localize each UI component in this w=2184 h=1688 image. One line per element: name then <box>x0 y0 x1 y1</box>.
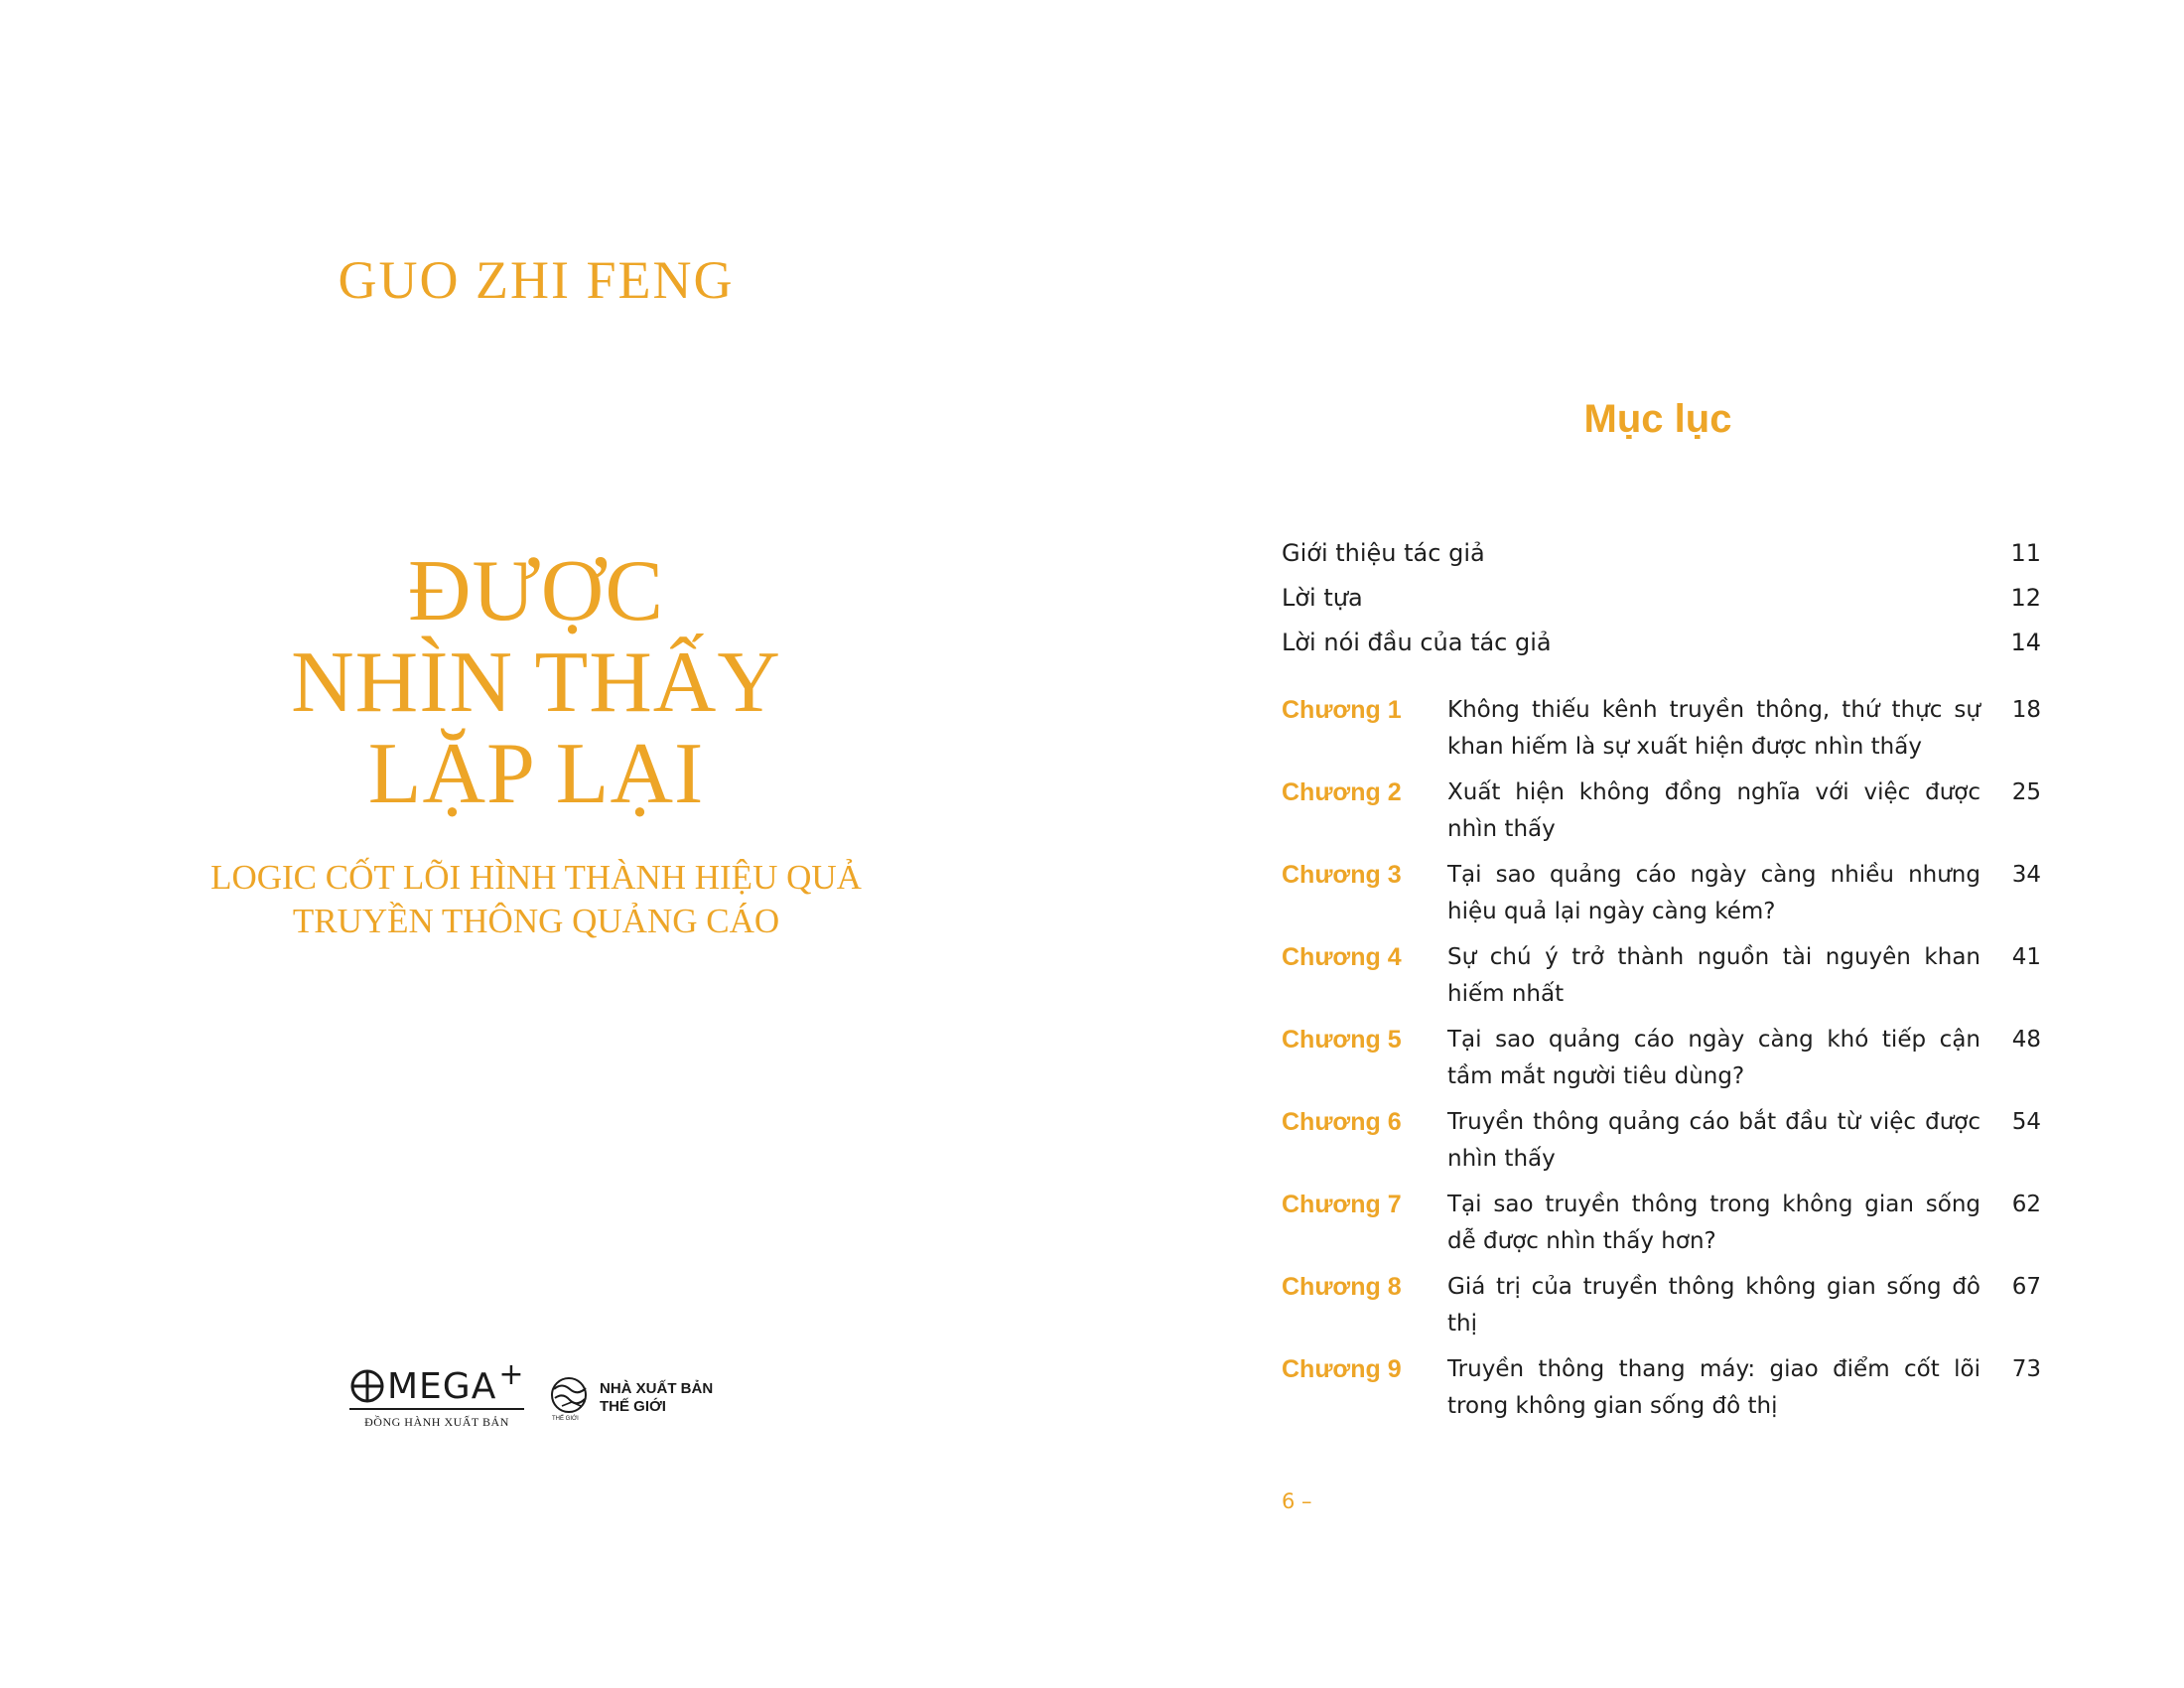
toc-chapter-page: 73 <box>2011 1356 2041 1382</box>
toc-heading: Mục lục <box>1583 397 1732 441</box>
omega-plus-logo <box>349 1356 528 1430</box>
omega-logo-tagline: ĐỒNG HÀNH XUẤT BẢN <box>364 1415 509 1429</box>
toc-chapter-title: Xuất hiện không đồng nghĩa với việc được nhìn thấy <box>1447 779 1980 842</box>
publisher-name-line: NHÀ XUẤT BẢN <box>600 1380 714 1397</box>
toc-chapter-item[interactable] <box>1282 857 2041 932</box>
publisher-logos <box>349 1356 727 1436</box>
toc-chapter-item[interactable] <box>1282 1269 2041 1344</box>
globe-book-icon <box>548 1376 594 1416</box>
omega-logo-text: MEGA <box>387 1365 497 1407</box>
toc-chapter-title: Tại sao quảng cáo ngày càng nhiều nhưng hiệu quả lại ngày càng kém? <box>1447 862 1980 924</box>
toc-chapter-page: 18 <box>2011 697 2041 723</box>
publisher-name <box>600 1380 713 1416</box>
book-title <box>149 543 923 822</box>
page-number: 6 – <box>1282 1489 1312 1513</box>
toc-chapter-label: Chương 6 <box>1282 1108 1402 1136</box>
toc-item-label: Lời nói đầu của tác giả <box>1282 629 1552 656</box>
toc-chapter-label: Chương 1 <box>1282 696 1402 724</box>
book-subtitle-line: LOGIC CỐT LÕI HÌNH THÀNH HIỆU QUẢ <box>210 858 862 897</box>
book-title-line: LẶP LẠI <box>367 726 705 822</box>
toc-chapter-page: 54 <box>2011 1109 2041 1135</box>
book-title-line: NHÌN THẤY <box>291 634 781 731</box>
omega-logo-plus: + <box>498 1356 525 1392</box>
toc-chapter-title: Truyền thông quảng cáo bắt đầu từ việc được nhìn thấy <box>1447 1109 1980 1172</box>
toc-chapter-label: Chương 5 <box>1282 1026 1402 1054</box>
toc-chapter-page: 62 <box>2011 1192 2041 1217</box>
toc-chapter-label: Chương 4 <box>1282 943 1402 971</box>
toc-front-item[interactable] <box>1282 627 2041 658</box>
toc-chapter-item[interactable] <box>1282 1022 2041 1097</box>
toc-chapter-item[interactable] <box>1282 1187 2041 1262</box>
toc-chapter-page: 48 <box>2011 1027 2041 1053</box>
toc-chapter-label: Chương 9 <box>1282 1355 1402 1383</box>
toc-item-page: 14 <box>2010 629 2041 656</box>
omega-logo-wordmark <box>349 1356 528 1407</box>
toc-chapter-title: Sự chú ý trở thành nguồn tài nguyên khan hiếm nhất <box>1447 944 1980 1007</box>
author-name: GUO ZHI FENG <box>338 250 735 310</box>
toc-chapter-page: 67 <box>2011 1274 2041 1300</box>
toc-chapter-item[interactable] <box>1282 1351 2041 1427</box>
toc-chapter-label: Chương 3 <box>1282 861 1402 889</box>
toc-chapter-title: Tại sao truyền thông trong không gian sống dễ được nhìn thấy hơn? <box>1447 1192 1980 1254</box>
toc-chapter-label: Chương 7 <box>1282 1191 1402 1218</box>
toc-front-item[interactable] <box>1282 537 2041 569</box>
omega-logo-rule <box>349 1408 524 1410</box>
toc-chapter-page: 41 <box>2011 944 2041 970</box>
toc-front-item[interactable] <box>1282 582 2041 614</box>
toc-chapter-page: 34 <box>2011 862 2041 888</box>
toc-item-page: 12 <box>2010 584 2041 612</box>
toc-chapter-title: Tại sao quảng cáo ngày càng khó tiếp cận tầm mắt người tiêu dùng? <box>1447 1027 1980 1089</box>
toc-item-label: Giới thiệu tác giả <box>1282 539 1485 567</box>
toc-chapter-item[interactable] <box>1282 774 2041 850</box>
toc-chapter-item[interactable] <box>1282 692 2041 768</box>
publisher-icon-caption: THẾ GIỚI <box>552 1416 579 1422</box>
toc-chapter-title: Không thiếu kênh truyền thông, thứ thực sự khan hiếm là sự xuất hiện được nhìn thấy <box>1447 697 1980 760</box>
book-subtitle <box>149 856 923 943</box>
toc-chapter-item[interactable] <box>1282 1104 2041 1180</box>
toc-item-page: 11 <box>2010 539 2041 567</box>
book-title-line: ĐƯỢC <box>407 543 665 639</box>
the-gioi-publisher-logo <box>548 1376 727 1422</box>
book-subtitle-line: TRUYỀN THÔNG QUẢNG CÁO <box>292 902 780 940</box>
toc-chapter-item[interactable] <box>1282 939 2041 1015</box>
toc-item-label: Lời tựa <box>1282 584 1363 612</box>
publisher-name-line: THẾ GIỚI <box>600 1398 666 1415</box>
toc-chapter-title: Truyền thông thang máy: giao điểm cốt lõi trong không gian sống đô thị <box>1447 1356 1980 1419</box>
toc-chapter-label: Chương 2 <box>1282 778 1402 806</box>
toc-chapter-label: Chương 8 <box>1282 1273 1402 1301</box>
toc-chapter-page: 25 <box>2011 779 2041 805</box>
toc-chapter-title: Giá trị của truyền thông không gian sống đô thị <box>1447 1274 1980 1336</box>
omega-circle-icon <box>349 1368 385 1404</box>
